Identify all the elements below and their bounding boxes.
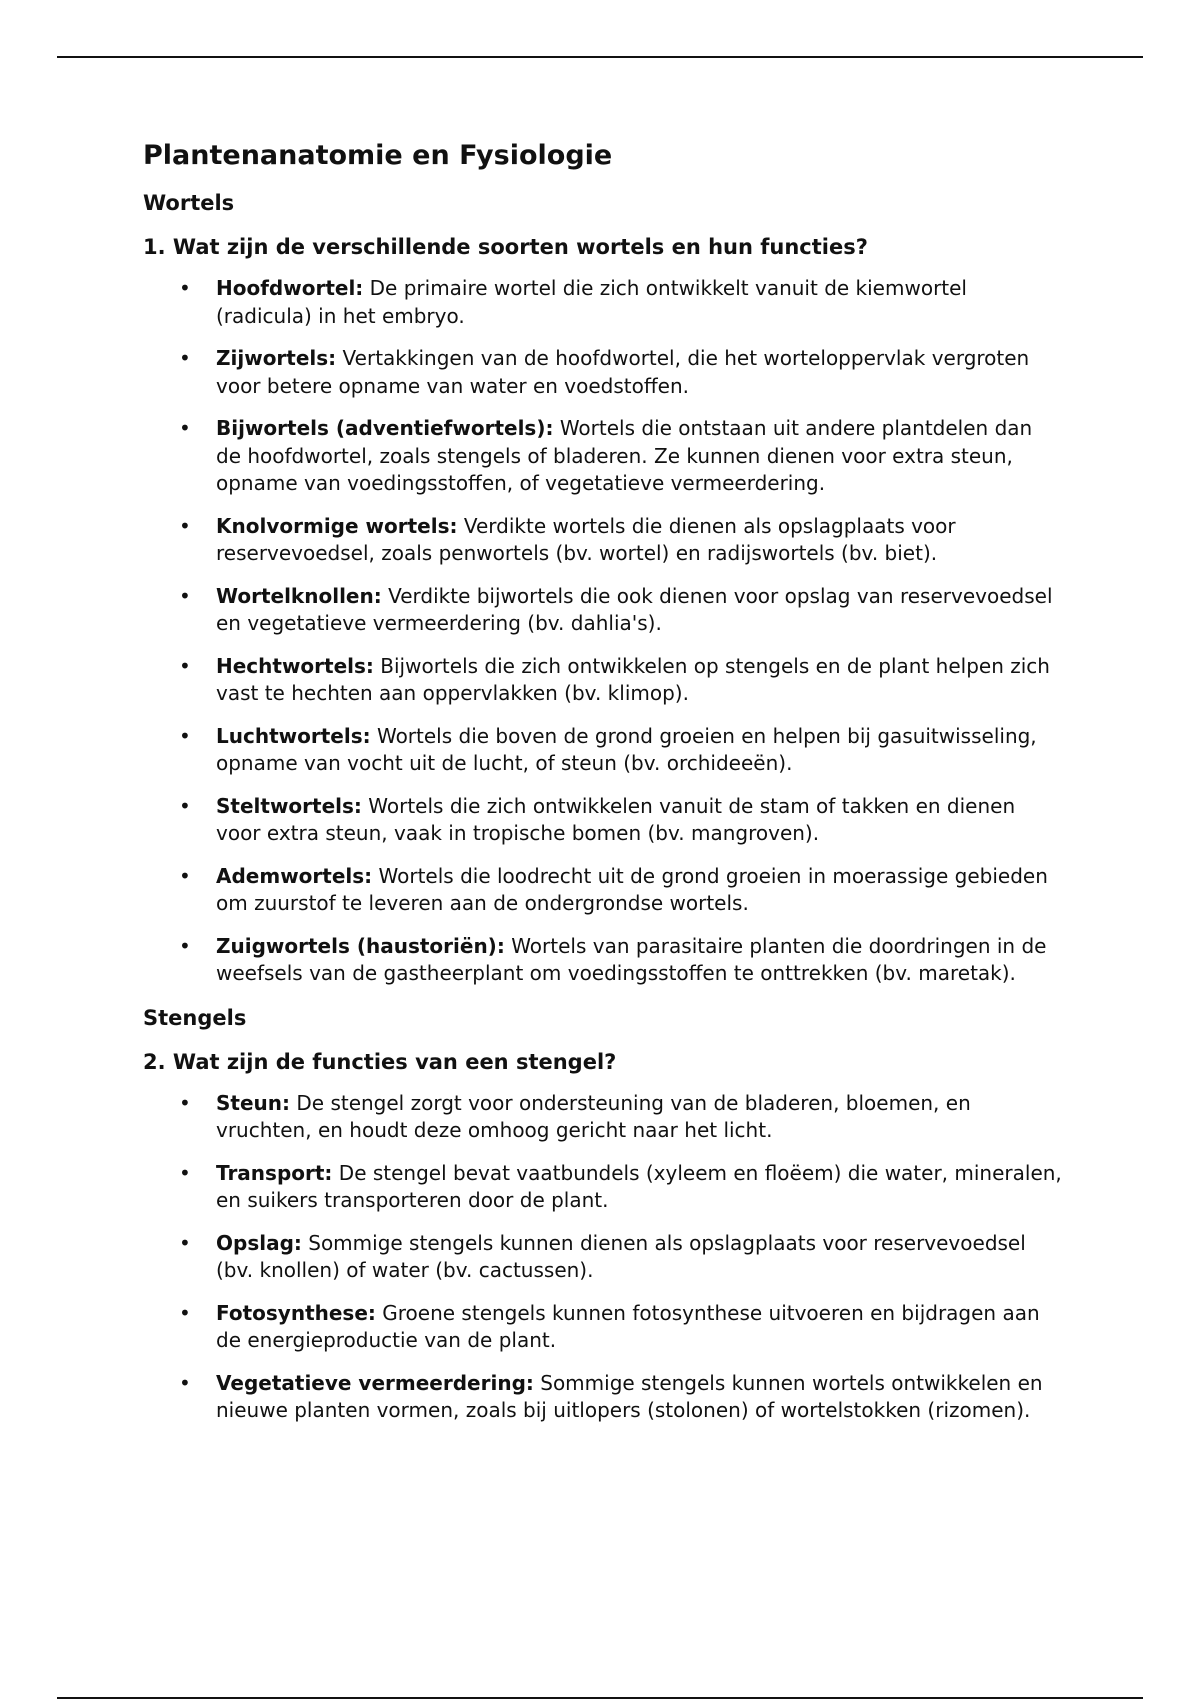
item-term: Steun: [216, 1090, 291, 1115]
bullet-icon: • [179, 276, 191, 300]
list-item [143, 863, 1063, 918]
list-item [143, 513, 1063, 568]
bullet-icon: • [179, 863, 191, 888]
item-term: Vegetatieve vermeerdering: [216, 1370, 534, 1395]
item-term: Knolvormige wortels: [216, 513, 458, 538]
item-text: Wortels die ontstaan uit andere plantdelen dan de hoofdwortel, zoals stengels of bladeren. Ze kunnen dienen voor extra steun, opname van voedingsstoffen, of vegetatieve vermeerdering. [216, 416, 1033, 495]
bullet-icon: • [179, 933, 191, 958]
list-item [143, 653, 1063, 708]
bullet-icon: • [179, 1090, 191, 1115]
item-term: Zijwortels: [216, 346, 337, 370]
bullet-icon: • [179, 513, 191, 538]
list-item [143, 1230, 1063, 1285]
list-item [143, 1300, 1063, 1355]
top-rule [57, 56, 1143, 58]
item-text: Groene stengels kunnen fotosynthese uitvoeren en bijdragen aan de energieproductie van de plant. [216, 1300, 1040, 1352]
item-term: Steltwortels: [216, 793, 362, 818]
bullet-icon: • [179, 653, 191, 678]
list-item [143, 1370, 1063, 1425]
bullet-icon: • [179, 1300, 191, 1325]
list-item [143, 1160, 1063, 1215]
item-term: Wortelknollen: [216, 583, 382, 608]
bullet-icon: • [179, 1160, 191, 1185]
list-item [143, 583, 1063, 638]
item-text: Sommige stengels kunnen wortels ontwikkelen en nieuwe planten vormen, zoals bij uitlopers (stolonen) of wortelstokken (rizomen). [216, 1370, 1043, 1422]
bottom-rule [57, 1697, 1143, 1699]
list-wortels [143, 275, 1063, 988]
bullet-icon: • [179, 1230, 191, 1255]
question-2: 2. Wat zijn de functies van een stengel? [143, 1049, 617, 1074]
section-heading-wortels: Wortels [143, 191, 235, 215]
item-text: Wortels die boven de grond groeien en helpen bij gasuitwisseling, opname van vocht uit de lucht, of steun (bv. orchideeën). [216, 723, 1037, 775]
item-term: Hechtwortels: [216, 653, 374, 678]
item-text: Wortels die loodrecht uit de grond groeien in moerassige gebieden om zuurstof te leveren aan de ondergrondse wortels. [216, 863, 1048, 915]
document-body [143, 139, 1063, 1441]
question-1: 1. Wat zijn de verschillende soorten wortels en hun functies? [143, 235, 868, 259]
bullet-icon: • [179, 416, 191, 440]
item-term: Opslag: [216, 1230, 302, 1255]
list-item [143, 933, 1063, 988]
list-item [143, 793, 1063, 848]
item-text: Bijwortels die zich ontwikkelen op stengels en de plant helpen zich vast te hechten aan oppervlakken (bv. klimop). [216, 653, 1050, 705]
item-term: Hoofdwortel: [216, 276, 364, 300]
item-text: Vertakkingen van de hoofdwortel, die het worteloppervlak vergroten voor betere opname van water en voedstoffen. [216, 346, 1030, 398]
item-text: De stengel zorgt voor ondersteuning van de bladeren, bloemen, en vruchten, en houdt deze omhoog gericht naar het licht. [216, 1090, 971, 1142]
list-item [143, 723, 1063, 778]
item-term: Ademwortels: [216, 863, 373, 888]
item-term: Bijwortels (adventiefwortels): [216, 416, 554, 440]
item-term: Transport: [216, 1160, 333, 1185]
bullet-icon: • [179, 723, 191, 748]
list-item [143, 275, 1063, 330]
item-text: Wortels van parasitaire planten die doordringen in de weefsels van de gastheerplant om voedingsstoffen te onttrekken (bv. maretak). [216, 933, 1047, 985]
section-heading-stengels: Stengels [143, 1005, 247, 1030]
item-text: Verdikte bijwortels die ook dienen voor opslag van reservevoedsel en vegetatieve vermeerdering (bv. dahlia's). [216, 583, 1053, 635]
item-text: Wortels die zich ontwikkelen vanuit de stam of takken en dienen voor extra steun, vaak in tropische bomen (bv. mangroven). [216, 793, 1016, 845]
list-item [143, 415, 1063, 498]
item-text: Verdikte wortels die dienen als opslagplaats voor reservevoedsel, zoals penwortels (bv. wortel) en radijswortels (bv. biet). [216, 513, 956, 565]
bullet-icon: • [179, 346, 191, 370]
list-stengels [143, 1090, 1063, 1425]
page-title: Plantenanatomie en Fysiologie [143, 140, 613, 171]
item-term: Zuigwortels (haustoriën): [216, 933, 505, 958]
bullet-icon: • [179, 793, 191, 818]
list-item [143, 345, 1063, 400]
list-item [143, 1090, 1063, 1145]
item-text: De stengel bevat vaatbundels (xyleem en floëem) die water, mineralen, en suikers transporteren door de plant. [216, 1160, 1062, 1212]
item-text: Sommige stengels kunnen dienen als opslagplaats voor reservevoedsel (bv. knollen) of water (bv. cactussen). [216, 1230, 1026, 1282]
bullet-icon: • [179, 583, 191, 608]
bullet-icon: • [179, 1370, 191, 1395]
item-term: Luchtwortels: [216, 723, 371, 748]
item-term: Fotosynthese: [216, 1300, 376, 1325]
item-text: De primaire wortel die zich ontwikkelt vanuit de kiemwortel (radicula) in het embryo. [216, 276, 967, 328]
